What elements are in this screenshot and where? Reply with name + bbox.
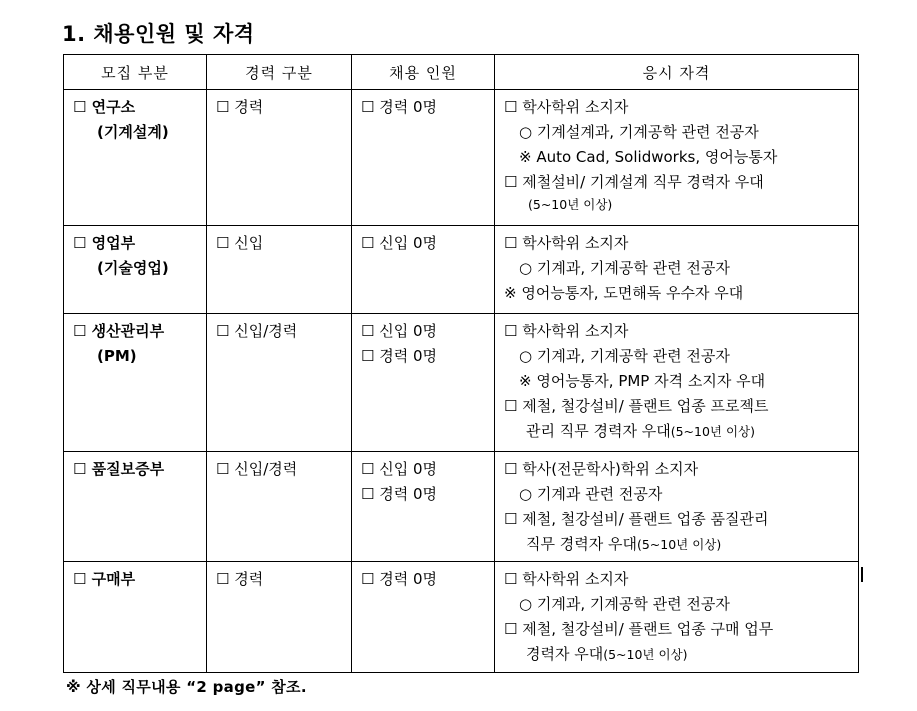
qualification-item: ○ 기계과, 기계공학 관련 전공자 <box>519 595 730 613</box>
career-type: ☐ 경력 <box>216 98 264 116</box>
qualification-item: ☐ 제철, 철강설비/ 플랜트 업종 품질관리 <box>504 510 769 528</box>
qualification-item-continued <box>504 419 850 444</box>
department-name: ☐ 품질보증부 <box>73 460 165 478</box>
hiring-count-cell <box>352 562 495 673</box>
table-row <box>64 452 859 562</box>
hiring-count: ☐ 신입 0명 <box>361 322 437 340</box>
table-row <box>64 562 859 673</box>
qualification-item: ☐ 제철, 철강설비/ 플랜트 업종 구매 업무 <box>504 620 774 638</box>
table-row <box>64 226 859 314</box>
career-type: ☐ 신입/경력 <box>216 322 298 340</box>
header-career-type: 경력 구분 <box>207 55 352 90</box>
hiring-count: ☐ 경력 0명 <box>361 570 437 588</box>
career-type: ☐ 경력 <box>216 570 264 588</box>
department-name: ☐ 영업부 <box>73 234 136 252</box>
qualifications-cell <box>495 90 859 226</box>
qualification-note: ※ 영어능통자, PMP 자격 소지자 우대 <box>519 372 766 390</box>
qualification-item: ○ 기계과, 기계공학 관련 전공자 <box>519 347 730 365</box>
qualification-detail: (5~10년 이상) <box>528 197 613 212</box>
department-cell <box>64 90 207 226</box>
qualification-note: ※ 영어능통자, 도면해독 우수자 우대 <box>504 284 744 302</box>
hiring-count: ☐ 경력 0명 <box>361 98 437 116</box>
hiring-count-cell <box>352 314 495 452</box>
qualification-item-continued <box>504 642 850 667</box>
qualification-item: ☐ 학사학위 소지자 <box>504 570 629 588</box>
qualification-text: 직무 경력자 우대 <box>526 535 637 553</box>
qualification-item: ☐ 학사학위 소지자 <box>504 234 629 252</box>
qualification-note: ※ Auto Cad, Solidworks, 영어능통자 <box>519 148 778 166</box>
career-type-cell <box>207 452 352 562</box>
qualification-item: ☐ 학사(전문학사)학위 소지자 <box>504 460 699 478</box>
career-type-cell <box>207 562 352 673</box>
department-subtitle: (PM) <box>97 347 137 365</box>
hiring-count-cell <box>352 90 495 226</box>
department-cell <box>64 452 207 562</box>
qualification-item: ☐ 학사학위 소지자 <box>504 322 629 340</box>
career-type-cell <box>207 226 352 314</box>
qualifications-cell <box>495 314 859 452</box>
qualifications-cell <box>495 452 859 562</box>
career-type: ☐ 신입 <box>216 234 264 252</box>
hiring-count: ☐ 경력 0명 <box>361 347 437 365</box>
header-hiring-count: 채용 인원 <box>352 55 495 90</box>
qualification-item-continued <box>504 532 850 557</box>
qualification-item: ○ 기계설계과, 기계공학 관련 전공자 <box>519 123 759 141</box>
qualifications-cell <box>495 562 859 673</box>
header-qualifications: 응시 자격 <box>495 55 859 90</box>
section-title: 1. 채용인원 및 자격 <box>62 22 255 46</box>
table-header-row <box>64 55 859 90</box>
department-cell <box>64 226 207 314</box>
hiring-count: ☐ 신입 0명 <box>361 234 437 252</box>
header-department: 모집 부분 <box>64 55 207 90</box>
recruitment-table <box>63 54 859 673</box>
hiring-count-cell <box>352 226 495 314</box>
footnote: ※ 상세 직무내용 “2 page” 참조. <box>66 678 307 696</box>
qualification-item: ☐ 학사학위 소지자 <box>504 98 629 116</box>
career-type-cell <box>207 314 352 452</box>
department-cell <box>64 314 207 452</box>
qualification-item: ○ 기계과, 기계공학 관련 전공자 <box>519 259 730 277</box>
qualifications-cell <box>495 226 859 314</box>
hiring-count: ☐ 경력 0명 <box>361 485 437 503</box>
qualification-text: 관리 직무 경력자 우대 <box>526 422 671 440</box>
qualification-item: ☐ 제철, 철강설비/ 플랜트 업종 프로젝트 <box>504 397 769 415</box>
qualification-detail: (5~10년 이상) <box>670 424 756 439</box>
qualification-item: ☐ 제철설비/ 기계설계 직무 경력자 우대 <box>504 173 764 191</box>
qualification-item: ○ 기계과 관련 전공자 <box>519 485 663 503</box>
department-name: ☐ 연구소 <box>73 98 136 116</box>
career-type: ☐ 신입/경력 <box>216 460 298 478</box>
career-type-cell <box>207 90 352 226</box>
qualification-detail: (5~10년 이상) <box>636 537 722 552</box>
hiring-count-cell <box>352 452 495 562</box>
department-subtitle: (기술영업) <box>97 259 169 277</box>
department-cell <box>64 562 207 673</box>
department-subtitle: (기계설계) <box>97 123 169 141</box>
department-name: ☐ 생산관리부 <box>73 322 165 340</box>
hiring-count: ☐ 신입 0명 <box>361 460 437 478</box>
qualification-text: 경력자 우대 <box>526 645 604 663</box>
table-row <box>64 314 859 452</box>
text-cursor <box>861 567 863 582</box>
qualification-detail: (5~10년 이상) <box>603 647 688 662</box>
table-row <box>64 90 859 226</box>
department-name: ☐ 구매부 <box>73 570 136 588</box>
